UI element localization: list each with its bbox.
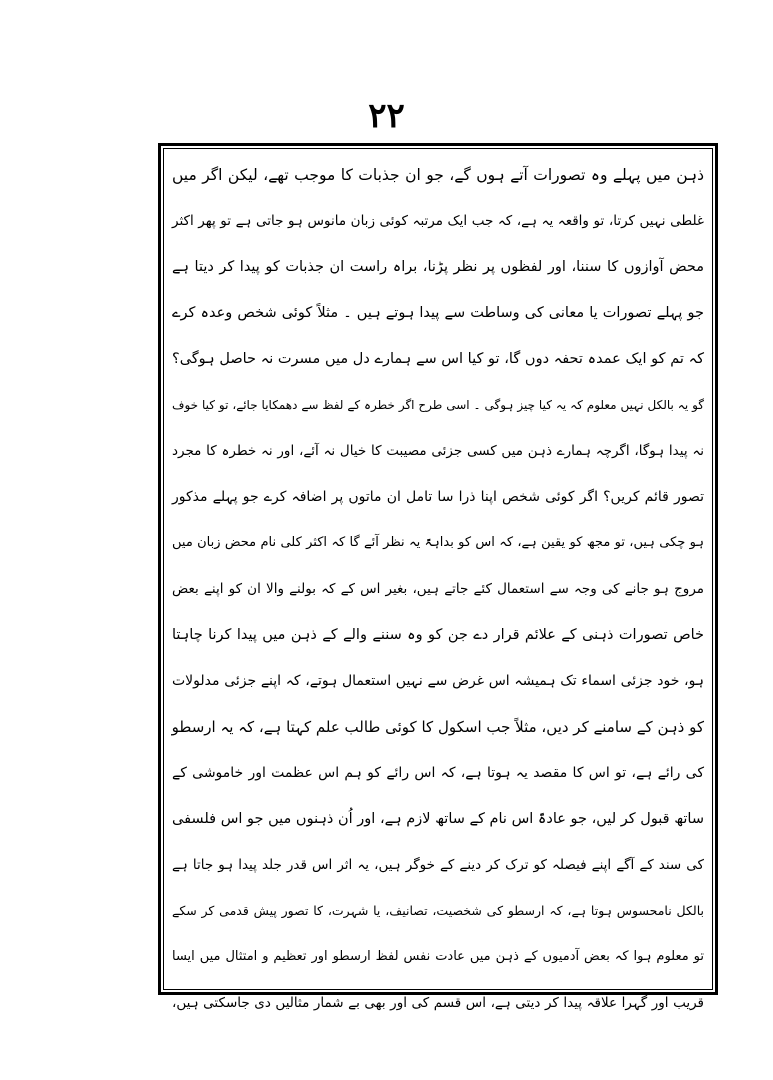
text-line: بالکل نامحسوس ہوتا ہے، کہ ارسطو کی شخصیت، تصانیف، یا شہرت، کا تصور پیش قدمی کر سکے — [172, 903, 704, 918]
text-line: گو یہ بالکل نہیں معلوم کہ یہ کیا چیز ہوگی ۔ اسی طرح اگر خطرہ کے لفظ سے دھمکایا جائے، تو کیا خوف — [172, 398, 704, 412]
text-line: قریب اور گہرا علاقہ پیدا کر دیتی ہے، اس قسم کی اور بھی بے شمار مثالیں دی جاسکتی ہیں، — [172, 995, 704, 1011]
text-line: کی رائے ہے، تو اس کا مقصد یہ ہوتا ہے، کہ اس رائے کو ہم اس عظمت اور خاموشی کے — [172, 765, 704, 781]
text-line: تصور قائم کریں؟ اگر کوئی شخص اپنا ذرا سا تامل ان ماتوں پر اضافہ کرے جو پہلے مذکور — [172, 489, 704, 505]
text-line: نہ پیدا ہوگا، اگرچہ ہمارے ذہن میں کسی جزئی مصیبت کا خیال نہ آئے، اور نہ خطرہ کا مجرد — [172, 443, 704, 459]
text-line: محض آوازوں کا سننا، اور لفظوں پر نظر پڑنا، براہ راست ان جذبات کو پیدا کر دیتا ہے — [172, 259, 704, 275]
page-number: ۲۲ — [368, 96, 405, 136]
text-line: ہو، خود جزئی اسماء تک ہمیشہ اس غرض سے نہیں استعمال ہوتے، کہ اپنے جزئی مدلولات — [172, 673, 704, 689]
text-line: کہ تم کو ایک عمدہ تحفہ دوں گا، تو کیا اس سے ہمارے دل میں مسرت نہ حاصل ہوگی؟ — [172, 351, 704, 367]
text-line: کو ذہن کے سامنے کر دیں، مثلاً جب اسکول کا کوئی طالب علم کہتا ہے، کہ یہ ارسطو — [171, 718, 704, 736]
text-line: مروج ہو جانے کی وجہ سے استعمال کئے جاتے ہیں، بغیر اس کے کہ بولنے والا ان کو اپنے بعض — [172, 581, 704, 597]
text-line: کی سند کے آگے اپنے فیصلہ کو ترک کر دینے کے خوگر ہیں، یہ اثر اس قدر جلد پیدا ہو جاتا ہے — [172, 857, 704, 873]
text-line: خاص تصورات ذہنی کے علائم قرار دے جن کو وہ سننے والے کے ذہن میں پیدا کرنا چاہتا — [172, 627, 704, 643]
text-line: جو پہلے تصورات یا معانی کی وساطت سے پیدا ہوتے ہیں ۔ مثلاً کوئی شخص وعدہ کرے — [172, 305, 704, 321]
text-line: غلطی نہیں کرتا، تو واقعہ یہ ہے، کہ جب ایک مرتبہ کوئی زبان مانوس ہو جاتی ہے تو پھر اکثر — [172, 213, 704, 229]
text-line: تو معلوم ہوا کہ بعض آدمیوں کے ذہن میں عادت نفس لفظ ارسطو اور تعظیم و امتثال میں ایسا — [172, 949, 704, 964]
text-line: ذہن میں پہلے وہ تصورات آتے ہوں گے، جو ان جذبات کا موجب تھے، لیکن اگر میں — [172, 166, 704, 184]
text-line: ساتھ قبول کر لیں، جو عادۃً اس نام کے ساتھ لازم ہے، اور اُن ذہنوں میں جو اس فلسفی — [172, 811, 704, 827]
body-text — [171, 152, 704, 1011]
text-line: ہو چکی ہیں، تو مجھ کو یقین ہے، کہ اس کو بداہۃً یہ نظر آئے گا کہ اکثر کلی نام محض زبان میں — [172, 535, 704, 550]
